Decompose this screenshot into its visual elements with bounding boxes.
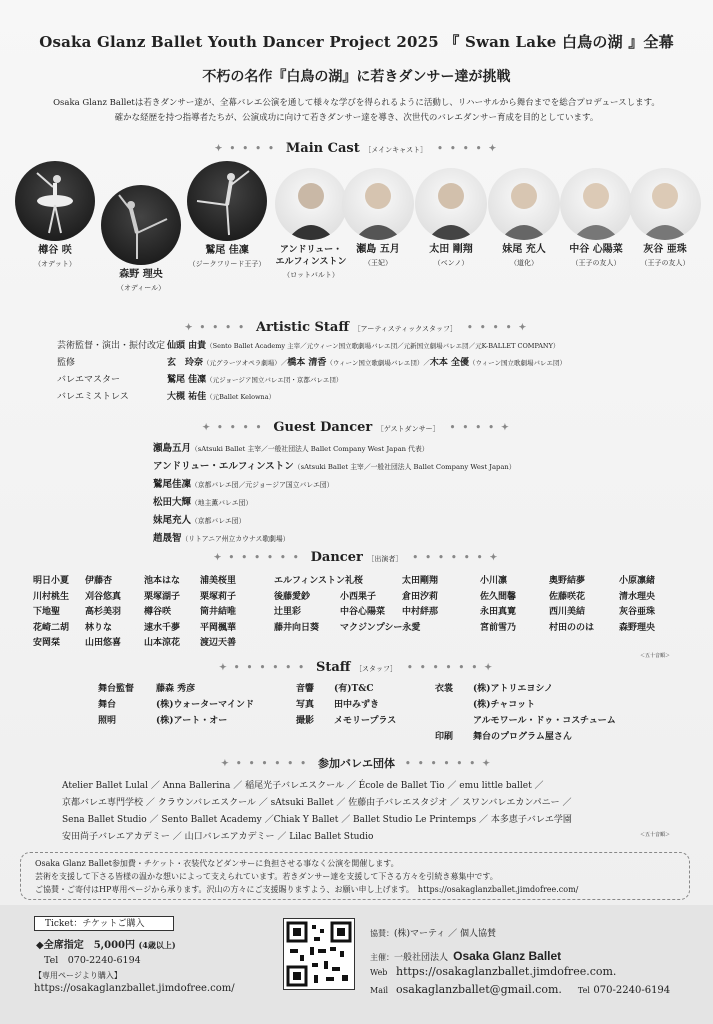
cast-name: アンドリュー・ [279,245,343,255]
guest-name: 鷲尾佳凜 [153,479,192,490]
dancer-name: 池本はな [144,576,181,586]
dancer-name [549,636,619,652]
staff-note: （元グラーツオペラ劇場）／ [203,359,288,367]
cast-role: （ジークフリード王子） [188,260,266,268]
staff-name: 鷲尾 佳凜 [167,375,207,385]
dancer-name: 川村桃生 [33,591,70,602]
ornament: ✦ • • • • [184,322,246,333]
staff-note: （Sento Ballet Academy 主宰／元ウィーン国立歌劇場バレエ団／元新国立劇場バレエ団／元K-BALLET COMPANY） [206,342,560,350]
dancer-grid [33,574,693,652]
staff-row [57,389,697,406]
guest-note: （京都バレエ団） [191,517,246,525]
dancer-silhouette-icon [15,161,95,241]
guest-dancer-heading [0,420,713,435]
dancer-name: 速水千夢 [144,622,181,633]
web-label: Web [370,968,388,977]
cast-role: （オディール） [116,284,166,292]
staff-value: (株)チャコット [473,700,536,710]
ornament: • • • • ✦ [467,322,529,333]
staff-value: 舞台のプログラム屋さん [473,732,572,742]
guest-note: （リトアニア州立カウナス歌劇場） [181,535,290,543]
ornament: • • • • • • ✦ [405,759,492,769]
ornament: • • • • ✦ [437,143,499,154]
mail-label: Mail [370,986,389,995]
dancer-name: 伊藤杏 [85,576,113,586]
dancer-name: 刈谷悠真 [85,591,122,602]
dancer-name: 森野理央 [619,622,656,633]
dancer-name [402,621,480,637]
guest-note: （地主薫バレエ団） [191,499,253,507]
staff-row [57,338,697,355]
guest-note: （sAtsuki Ballet 主宰／一般社団法人 Ballet Company West Japan 代表） [191,445,429,453]
dancer-name: 宮前雪乃 [480,622,517,633]
cast-name: 瀬島 五月 [356,244,400,255]
host-label: 主催： [370,953,394,962]
cast-role: （王子の友人） [571,259,621,267]
dancer-name: 奥野結夢 [549,576,586,586]
staff-row [435,729,616,745]
guest-name: 瀬島五月 [153,443,192,454]
cast-role: （ロットバルト） [283,271,339,279]
ornament: • • • • ✦ [449,422,511,433]
staff-label: 音響 [296,684,315,694]
dancer-name: 浦美桜里 [200,576,237,586]
dancer-name [619,636,689,652]
staff-value: (株)アート・オー [156,716,228,726]
dancer-name: 佐藤咲花 [549,591,586,602]
intro-text [20,96,693,126]
page-title: Osaka Glanz Ballet Youth Dancer Project 2025 『 Swan Lake 白鳥の湖 』全幕 [39,33,674,51]
section-title: Staff [315,660,351,675]
staff-row [435,697,616,713]
dancer-name: 樽谷咲 [144,607,172,617]
host-name: Osaka Glanz Ballet [453,949,562,963]
section-subtitle: ［メインキャスト］ [364,146,428,154]
dancer-name: 林りな [85,622,113,633]
section-subtitle: ［スタッフ］ [355,665,398,673]
dancer-name [402,636,480,652]
dancer-name: 太田剛翔 [402,576,439,586]
staff-value: (株)ウォーターマインド [156,700,254,710]
staff-value: メモリープラス [334,716,397,726]
staff-label: 衣裳 [435,684,454,694]
mail-link[interactable]: osakaglanzballet@gmail.com. [396,983,562,996]
staff-value: 田中みずき [334,700,380,710]
guest-name: アンドリュー・エルフィンストン [153,461,294,472]
staff-label: 撮影 [296,716,315,726]
dancer-name: 明日小夏 [33,576,70,586]
ornament: ✦ • • • • [202,422,264,433]
staff-row [435,681,616,697]
staff-name: 橋本 清香 [287,358,327,368]
dancer-name: 栗塚湖子 [144,591,181,602]
dancer-heading [0,550,713,565]
cast-name: 太田 剛翔 [429,244,473,255]
staff-row [296,713,396,729]
dancer-name: 小原凛緒 [619,576,656,586]
portrait-photo [415,168,487,240]
dancer-name: 山田悠喜 [85,638,122,648]
guest-row [153,440,516,458]
portrait-icon [415,168,487,240]
mail-line [370,983,670,996]
notice-line: Osaka Glanz Ballet参加費・チケット・衣装代などダンサーに負担させる事なく公演を開催します。 [35,859,399,868]
guest-row [153,494,516,512]
cast-member [184,161,270,269]
support-notice [20,852,690,900]
group-line: 京都バレエ専門学校 ／ クラウンバレエスクール ／ sAtsuki Ballet ／ 佐藤由子バレエスタジオ ／ スワンバレエカンパニー ／ [62,798,572,808]
dancer-photo [101,185,181,265]
dancer-name: 山本涼花 [144,638,181,648]
intro-line: 確かな経歴を持つ指導者たちが、公演成功に向けて若きダンサー達を導き、次世代のバレエダンサー育成を目的としています。 [114,113,599,123]
dancer-name: 村田ののは [549,622,595,633]
age-text: (4歳以上) [138,940,176,950]
cast-name: 樽谷 咲 [38,245,72,256]
dancer-name [340,574,402,590]
tel-label: Tel [577,986,590,995]
staff-name: 木本 全優 [429,358,470,368]
staff-col-1 [98,681,254,729]
dancer-name: 小西果子 [340,591,377,602]
dancer-silhouette-icon [101,185,181,265]
order-note: ＜五十音順＞ [640,832,671,838]
cast-role: （道化） [510,259,538,267]
dancer-name: 藤井向日葵 [274,622,320,633]
portrait-icon [342,168,414,240]
guest-name: 趙晟智 [153,533,182,544]
staff-note: （ウィーン国立歌劇場バレエ団） [469,359,567,367]
dancer-name: 花崎二胡 [33,622,70,633]
guest-row [153,530,516,548]
cast-member [624,168,706,268]
staff-row [435,713,616,729]
group-line: Atelier Ballet Lulal ／ Anna Ballerina ／ 稲尾光子バレエスクール ／ École de Ballet Tio ／ emu little ballet ／ [62,781,544,791]
ticket-tel: Tel 070-2240-6194 [44,955,141,966]
headline: 不朽の名作『白鳥の湖』に若きダンサー達が挑戦 [202,69,511,85]
section-title: Guest Dancer [273,420,373,435]
notice-line: 芸術を支援して下さる皆様の温かな想いによって支えられています。若きダンサー達を支援して下さる方々を引続き募集中です。 [35,872,498,881]
staff-value: (有)T&C [334,684,374,694]
dancer-name: 小川凛 [480,576,508,586]
groups-list [62,778,682,846]
portrait-photo [488,168,560,240]
sponsor-value: (株)マーティ ／ 個人協賛 [394,929,497,939]
portrait-icon [560,168,632,240]
section-subtitle: ［出演者］ [367,555,403,563]
qr-code[interactable] [283,918,355,990]
guest-row [153,476,516,494]
staff-value: アルモワール・ドゥ・コスチューム [473,716,616,726]
guest-name: 松田大輝 [153,497,192,508]
cast-member [12,161,98,269]
dancer-name: 高杉美羽 [85,607,122,617]
dancer-name: 下地聖 [33,607,61,617]
dancer-photo [187,161,267,241]
guest-name: 妹尾充人 [153,515,192,526]
portrait-photo [560,168,632,240]
cast-member [98,185,184,293]
cast-role: （ベンノ） [433,259,469,267]
staff-label: バレエマスター [57,375,121,385]
portrait-photo [342,168,414,240]
staff-row [98,681,254,697]
dancer-name: 筒井結唯 [200,607,237,617]
guest-note: （sAtsuki Ballet 主宰／一般社団法人 Ballet Company West Japan） [293,463,516,471]
guest-row [153,512,516,530]
tel-value: 070-2240-6194 [593,985,671,996]
staff-name: 仙頭 由貴 [167,341,207,351]
section-title: 参加バレエ団体 [318,757,395,770]
section-subtitle: ［ゲストダンサー］ [376,425,440,433]
staff-row [296,681,396,697]
staff-note: （元Ballet Kelowna） [206,393,276,401]
ornament: ✦ • • • • • • [219,662,306,673]
dancer-name: 辻里彩 [274,607,302,617]
order-note: ＜五十音順＞ [640,653,671,659]
web-line [370,965,616,978]
intro-line: Osaka Glanz Balletは若きダンサー達が、全幕バレエ公演を通して様々な学びを得られるように活動し、リハーサルから舞台までを総合プロデュースします。 [53,98,660,108]
sponsor-label: 協賛： [370,929,394,938]
staff-note: （元ジョージア国立バレエ団・京都バレエ団） [206,376,343,384]
staff-label: 印刷 [435,732,454,742]
guest-dancer-list [153,440,516,548]
dancer-name: 灰谷亜珠 [619,607,656,617]
section-title: Dancer [310,550,363,565]
ticket-price [36,936,176,951]
staff-name: 玄 玲奈 [167,358,204,368]
staff-col-2 [296,681,396,729]
dancer-name: 清水理央 [619,591,656,602]
staff-row [57,355,697,372]
dancer-name: 倉田汐莉 [402,591,439,602]
artistic-staff-list [57,338,697,406]
dancer-silhouette-icon [187,161,267,241]
groups-heading [0,755,713,771]
host-line [370,945,561,964]
staff-label: バレエミストレス [57,392,129,402]
ornament: ✦ • • • • [214,143,276,154]
dancer-name: 永田真寛 [480,607,517,617]
portrait-icon [488,168,560,240]
dancer-name: 後藤愛鈔 [274,591,311,602]
cast-name: エルフィンストン [275,257,347,267]
staff-heading [0,660,713,675]
cast-role: （王妃） [364,259,392,267]
dancer-name: 西川美結 [549,607,586,617]
dancer-name [340,636,402,652]
staff-col-3 [435,681,616,745]
staff-row [57,372,697,389]
staff-label: 監修 [57,358,76,368]
dancer-name: 栗塚莉子 [200,591,237,602]
qr-code-icon [284,919,354,989]
portrait-icon [629,168,701,240]
dancer-name: マクジンプシー永愛 [340,622,421,633]
ornament: ✦ • • • • • • [213,552,301,563]
notice-line: ご協賛・ご寄付はHP専用ページから承ります。沢山の方々にご支援賜りますよう、お願い申し上げます。 https://osakaglanzballet.jimdofree.com/ [35,885,579,894]
staff-note: （ウィーン国立歌劇場バレエ団）／ [326,359,430,367]
guest-row [153,458,516,476]
dancer-name [274,636,340,652]
staff-label: 写真 [296,700,315,710]
staff-label: 芸術監督・演出・振付改定 [57,341,166,351]
dancer-name [480,636,549,652]
portrait-photo [629,168,701,240]
web-link[interactable]: https://osakaglanzballet.jimdofree.com. [396,965,617,978]
ornament: • • • • • • ✦ [407,662,494,673]
dancer-name: 渡辺天善 [200,638,237,648]
cast-name: 森野 理央 [119,269,163,280]
staff-label: 舞台監督 [98,684,135,694]
staff-label: 舞台 [98,700,117,710]
host-prefix: 一般社団法人 [394,953,449,963]
section-title: Main Cast [285,141,360,156]
staff-label: 照明 [98,716,117,726]
ticket-url-link[interactable]: https://osakaglanzballet.jimdofree.com/ [34,983,235,994]
dancer-photo [15,161,95,241]
guest-note: （京都バレエ団／元ジョージア国立バレエ団） [191,481,334,489]
dancer-name: 佐久間馨 [480,591,517,602]
section-subtitle: ［アーティスティックスタッフ］ [353,325,458,333]
cast-name: 妹尾 充人 [502,244,546,255]
ornament: ✦ • • • • • • [221,759,308,769]
staff-row [296,697,396,713]
special-page-label: 【専用ページより購入】 [34,971,122,980]
dancer-name: 安岡栞 [33,638,61,648]
staff-row [98,713,254,729]
cast-name: 中谷 心陽菜 [569,244,623,255]
ornament: • • • • • • ✦ [412,552,500,563]
dancer-name: エルフィンストン礼桜 [274,576,364,586]
artistic-staff-heading [0,320,713,335]
staff-row [98,697,254,713]
cast-role: （オデット） [34,260,76,268]
section-title: Artistic Staff [255,320,350,335]
group-line: Sena Ballet Studio ／ Sento Ballet Academy ／Chiak Y Ballet ／ Ballet Studio Le Printemps ／ 本多恵子バレエ学園 [62,815,572,825]
price-text: ◆全席指定 5,000円 [36,940,136,951]
group-line: 安田尚子バレエアカデミー ／ 山口バレエアカデミー ／ Lilac Ballet Studio [62,832,374,842]
staff-value: 藤森 秀彦 [156,684,196,694]
cast-role: （王子の友人） [640,259,690,267]
cast-name: 灰谷 亜珠 [643,244,687,255]
main-cast-heading [0,141,713,156]
dancer-name: 平岡楓華 [200,622,237,633]
cast-name: 鷲尾 佳凜 [205,245,249,256]
sponsor-line [370,926,496,939]
staff-name: 大槻 祐佳 [167,392,207,402]
ticket-purchase-button[interactable]: Ticket：チケットご購入 [34,916,174,931]
dancer-name: 中谷心陽菜 [340,607,386,617]
staff-value: (株)アトリエヨシノ [473,684,553,694]
dancer-name: 中村絆那 [402,607,439,617]
